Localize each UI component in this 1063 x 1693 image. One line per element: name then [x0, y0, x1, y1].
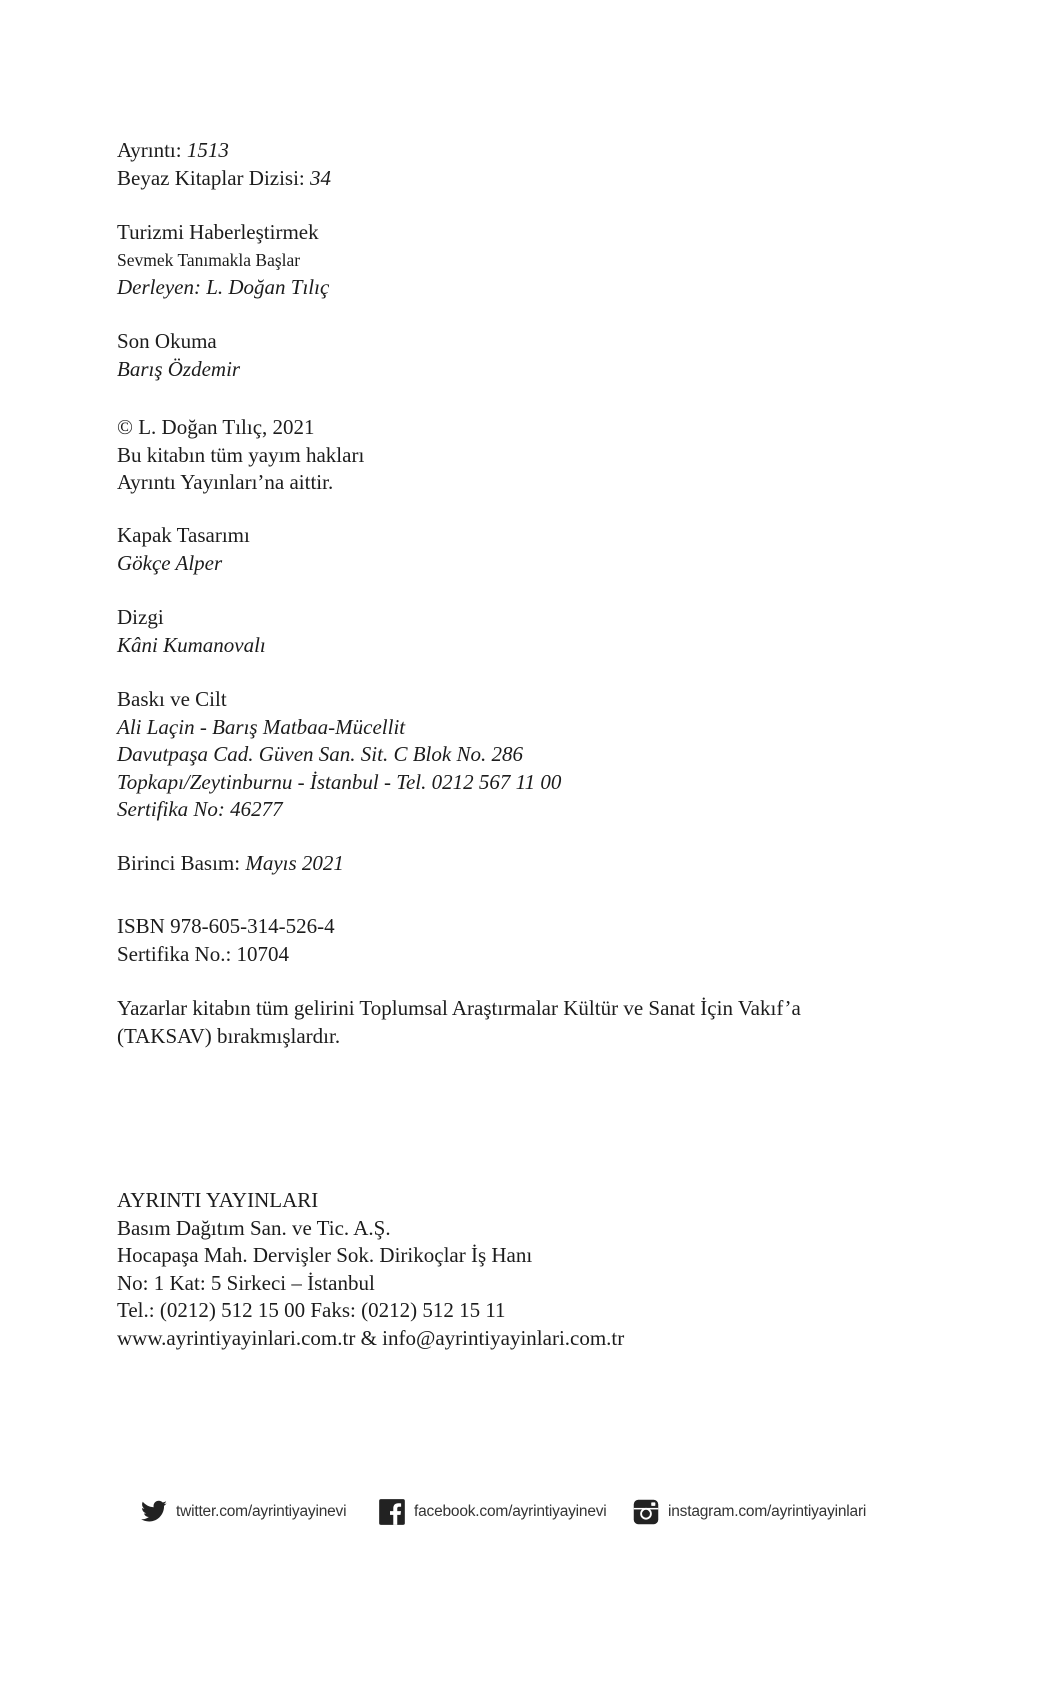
cover-design-info — [117, 522, 250, 577]
typesetting-label: Dizgi — [117, 605, 164, 629]
book-subtitle: Sevmek Tanımakla Başlar — [117, 249, 301, 270]
donation-note — [117, 995, 801, 1050]
publisher-name: AYRINTI YAYINLARI — [117, 1188, 319, 1212]
publisher-company: Basım Dağıtım San. ve Tic. A.Ş. — [117, 1215, 391, 1240]
instagram-link — [632, 1496, 866, 1528]
printing-label: Baskı ve Cilt — [117, 687, 227, 711]
publisher-phone: Tel.: (0212) 512 15 00 Faks: (0212) 512 15 11 — [117, 1298, 506, 1322]
series-line — [117, 165, 331, 193]
twitter-url: twitter.com/ayrintiyayinevi — [176, 1503, 347, 1520]
proofreading-label: Son Okuma — [117, 329, 217, 353]
series-info — [117, 137, 331, 192]
publisher-web: www.ayrintiyayinlari.com.tr & info@ayrintiyayinlari.com.tr — [117, 1325, 625, 1350]
series-label: Beyaz Kitaplar Dizisi: — [117, 165, 305, 190]
publisher-info — [117, 1187, 624, 1352]
copyright-line-3: Ayrıntı Yayınları’na aittir. — [117, 470, 334, 494]
isbn-number: ISBN 978-605-314-526-4 — [117, 914, 335, 938]
facebook-link — [378, 1496, 607, 1528]
printing-line: Sertifika No: 46277 — [117, 797, 283, 821]
publisher-address-1: Hocapaşa Mah. Dervişler Sok. Dirikoçlar İş Hanı — [117, 1243, 533, 1267]
facebook-icon — [378, 1498, 406, 1526]
cover-design-label: Kapak Tasarımı — [117, 523, 250, 547]
copyright-info — [117, 414, 364, 497]
printing-line: Davutpaşa Cad. Güven San. Sit. C Blok No. 286 — [117, 742, 523, 766]
first-edition-info — [117, 850, 344, 878]
publisher-number: 1513 — [186, 138, 229, 162]
donation-note-line-1: Yazarlar kitabın tüm gelirini Toplumsal Araştırmalar Kültür ve Sanat İçin Vakıf’a — [117, 996, 801, 1020]
book-editor: Derleyen: L. Doğan Tılıç — [117, 274, 330, 299]
donation-note-line-2: (TAKSAV) bırakmışlardır. — [117, 1023, 341, 1048]
isbn-info — [117, 913, 335, 968]
cover-design-name: Gökçe Alper — [117, 550, 223, 575]
book-info — [117, 219, 329, 301]
first-edition-label: Birinci Basım: — [117, 851, 241, 875]
publisher-number-label: Ayrıntı: — [117, 138, 182, 162]
printing-info — [117, 686, 561, 824]
twitter-icon — [140, 1498, 168, 1526]
instagram-icon — [632, 1498, 660, 1526]
publisher-address-2: No: 1 Kat: 5 Sirkeci – İstanbul — [117, 1270, 375, 1295]
proofreading-info — [117, 328, 240, 383]
book-title: Turizmi Haberleştirmek — [117, 220, 319, 244]
printing-line: Ali Laçin - Barış Matbaa-Mücellit — [117, 714, 406, 739]
instagram-url: instagram.com/ayrintiyayinlari — [668, 1503, 867, 1520]
printing-line: Topkapı/Zeytinburnu - İstanbul - Tel. 0212 567 11 00 — [117, 769, 562, 794]
typesetting-name: Kâni Kumanovalı — [117, 632, 266, 657]
twitter-link — [140, 1496, 346, 1528]
typesetting-info — [117, 604, 266, 659]
copyright-line-1: © L. Doğan Tılıç, 2021 — [117, 415, 315, 439]
copyright-line-2: Bu kitabın tüm yayım hakları — [117, 442, 365, 467]
certificate-number: Sertifika No.: 10704 — [117, 941, 290, 966]
proofreading-name: Barış Özdemir — [117, 356, 241, 381]
series-number: 34 — [310, 165, 332, 190]
publisher-number-line — [117, 137, 331, 165]
first-edition-line — [117, 850, 344, 878]
first-edition-date: Mayıs 2021 — [245, 851, 344, 875]
facebook-url: facebook.com/ayrintiyayinevi — [414, 1503, 607, 1520]
